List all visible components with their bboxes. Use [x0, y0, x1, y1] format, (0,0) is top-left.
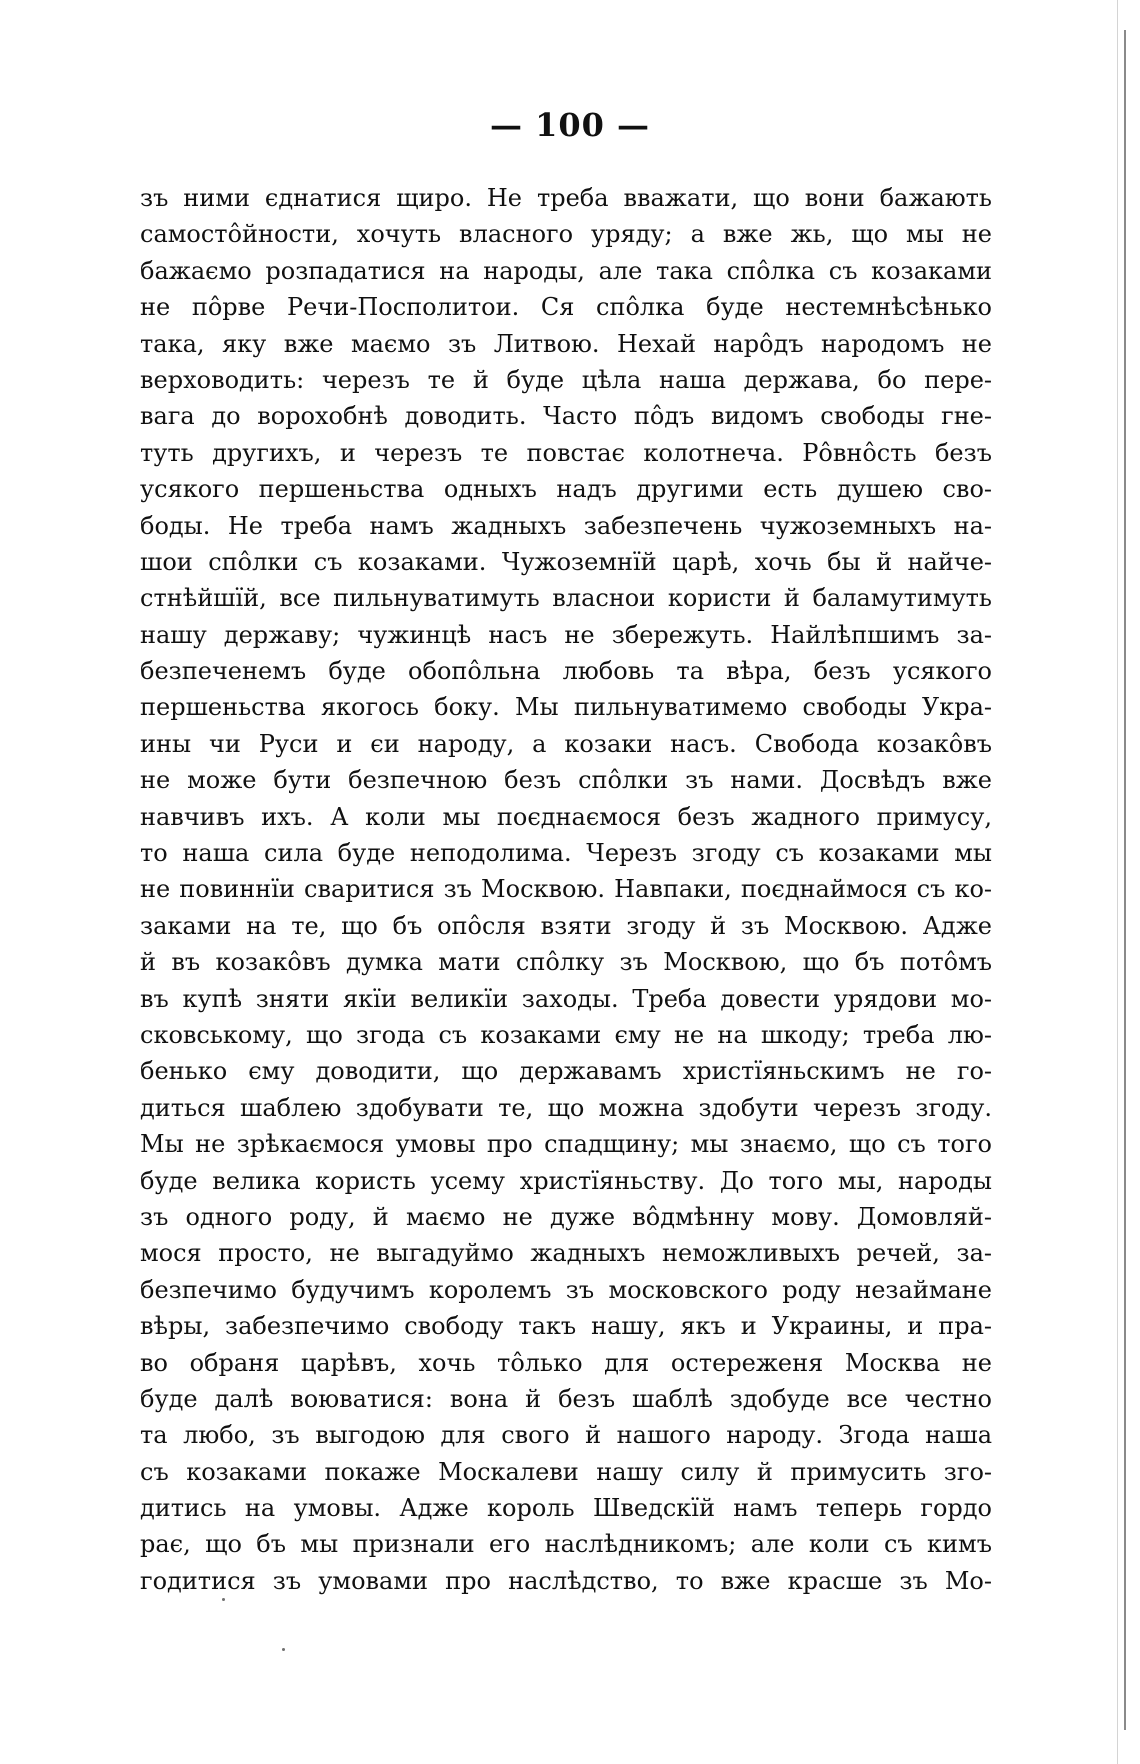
text-line: то наша сила буде неподолима. Черезъ згоду съ козаками мы	[140, 839, 992, 868]
text-line: бенько єму доводити, що державамъ христïяньскимъ не го-	[140, 1057, 992, 1086]
text-line: вѣры, забезпечимо свободу такъ нашу, якъ и Украины, и пра-	[140, 1312, 992, 1341]
text-line: зъ одного роду, й маємо не дуже вôдмѣнну мову. Домовляй-	[140, 1202, 992, 1231]
text-line: туть другихъ, и черезъ те повстає колотнеча. Рôвнôсть безъ	[140, 438, 992, 467]
text-line: заками на те, що бъ опôсля взяти згоду й зъ Москвою. Адже	[140, 911, 992, 940]
text-line: сковському, що згода съ козаками єму не на шкоду; треба лю-	[140, 1020, 992, 1049]
text-line: Мы не зрѣкаємося умовы про спадщину; мы знаємо, що съ того	[140, 1130, 992, 1159]
text-line: рає, що бъ мы признали его наслѣдникомъ; але коли съ кимъ	[140, 1530, 992, 1559]
text-line: не може бути безпечною безъ спôлки зъ нами. Досвѣдъ вже	[140, 766, 992, 795]
text-line: мося просто, не выгадуймо жадныхъ неможливыхъ речей, за-	[140, 1239, 992, 1268]
text-line: дитись на умовы. Адже король Шведскïй намъ теперь гордо	[140, 1494, 992, 1523]
text-line: ины чи Руси и єи народу, а козаки насъ. Свобода козакôвъ	[140, 729, 992, 758]
text-line: съ козаками покаже Москалеви нашу силу й примусить зго-	[140, 1457, 992, 1486]
text-line: годитися зъ умовами про наслѣдство, то вже красше зъ Мо-	[140, 1566, 992, 1595]
text-line: не повиннïи сваритися зъ Москвою. Навпаки, поєднаймося съ ко-	[140, 875, 992, 904]
text-line: стнѣйшïй, все пильнуватимуть власнои користи й баламутимуть	[140, 584, 992, 613]
text-line: безпечимо будучимъ королемъ зъ московского роду незаймане	[140, 1275, 992, 1304]
text-line: першеньства якогось боку. Мы пильнуватимемо свободы Укра-	[140, 693, 992, 722]
text-line: не пôрве Речи-Посполитои. Ся спôлка буде нестемнѣсѣнько	[140, 293, 992, 322]
text-line: бажаємо розпадатися на народы, але така спôлка съ козаками	[140, 256, 992, 285]
text-line: та любо, зъ выгодою для свого й нашого народу. Згода наша	[140, 1421, 992, 1450]
text-line: буде велика користь усему христïяньству. До того мы, народы	[140, 1166, 992, 1195]
print-speck	[282, 1648, 285, 1651]
page-number: — 100 —	[489, 106, 651, 144]
text-line: верховодить: черезъ те й буде цѣла наша держава, бо пере-	[140, 365, 992, 394]
text-line: така, яку вже маємо зъ Литвою. Нехай нарôдъ народомъ не	[140, 329, 992, 358]
text-line: й въ козакôвъ думка мати спôлку зъ Москвою, що бъ потôмъ	[140, 948, 992, 977]
text-line: боды. Не треба намъ жадныхъ забезпечень чужоземныхъ на-	[140, 511, 992, 540]
page-edge-shadow	[1117, 0, 1118, 1764]
text-line: вага до ворохобнѣ доводить. Часто пôдъ видомъ свободы гне-	[140, 402, 992, 431]
text-line: нашу державу; чужинцѣ насъ не збережуть. Найлѣпшимъ за-	[140, 620, 992, 649]
text-line: буде далѣ воюватися: вона й безъ шаблѣ здобуде все честно	[140, 1384, 992, 1413]
text-line: шои спôлки съ козаками. Чужоземнïй царѣ, хочь бы й найче-	[140, 547, 992, 576]
text-line: усякого першеньства одныхъ надъ другими есть душею сво-	[140, 475, 992, 504]
page-edge-line	[1124, 30, 1126, 1730]
text-line: безпеченемъ буде обопôльна любовь та вѣра, безъ усякого	[140, 657, 992, 686]
text-line: въ купѣ зняти якïи великïи заходы. Треба довести урядови мо-	[140, 984, 992, 1013]
print-speck	[222, 1598, 225, 1601]
text-line: зъ ними єднатися щиро. Не треба вважати, що вони бажають	[140, 184, 992, 212]
body-text	[140, 180, 992, 1599]
text-line: во обраня царѣвъ, хочь тôлько для остереженя Москва не	[140, 1348, 992, 1377]
text-line: самостôйности, хочуть власного уряду; а вже жь, що мы не	[140, 220, 992, 249]
text-line: навчивъ ихъ. А коли мы поєднаємося безъ жадного примусу,	[140, 802, 992, 831]
text-line: диться шаблею здобувати те, що можна здобути черезъ згоду.	[140, 1093, 992, 1122]
